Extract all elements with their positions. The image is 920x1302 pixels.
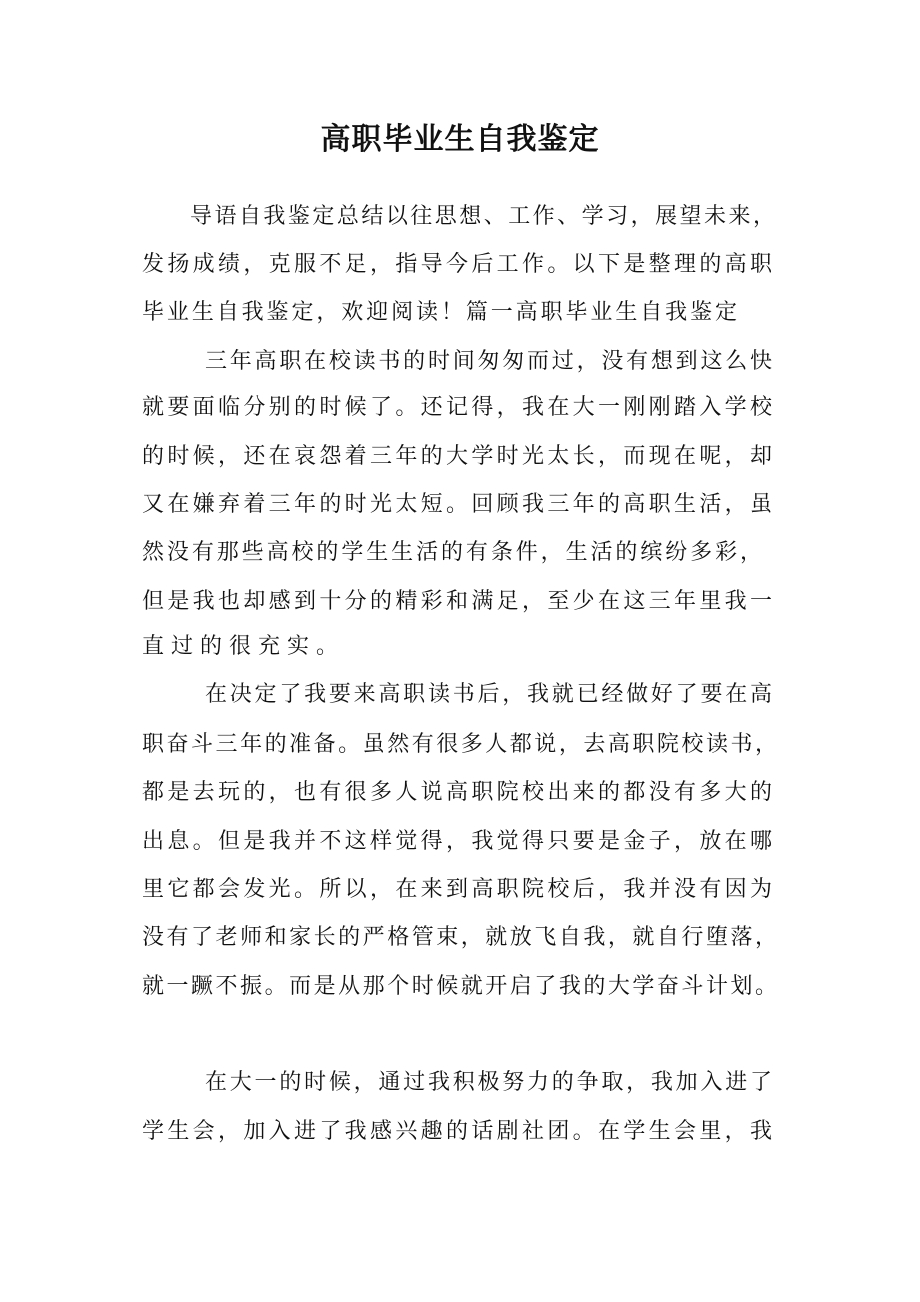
text-line: 然没有那些高校的学生生活的有条件，生活的缤纷多彩， bbox=[142, 540, 762, 565]
text-line: 但是我也却感到十分的精彩和满足，至少在这三年里我一 bbox=[142, 589, 772, 614]
text-line: 里它都会发光。所以，在来到高职院校后，我并没有因为 bbox=[142, 877, 772, 902]
text-line: 就要面临分别的时候了。还记得，我在大一刚刚踏入学校 bbox=[142, 395, 772, 420]
text-line: 就一蹶不振。而是从那个时候就开启了我的大学奋斗计划。 bbox=[142, 974, 777, 999]
text-line: 的时候，还在哀怨着三年的大学时光太长，而现在呢，却 bbox=[142, 444, 772, 469]
text-line: 在决定了我要来高职读书后，我就已经做好了要在高 bbox=[205, 682, 772, 707]
text-line: 在大一的时候，通过我积极努力的争取，我加入进了 bbox=[205, 1070, 772, 1095]
text-line: 职奋斗三年的准备。虽然有很多人都说，去高职院校读书， bbox=[142, 732, 777, 757]
text-line: 没有了老师和家长的严格管束，就放飞自我，就自行堕落， bbox=[142, 925, 777, 950]
text-line: 导语自我鉴定总结以往思想、工作、学习，展望未来， bbox=[190, 204, 775, 229]
text-line: 又在嫌弃着三年的时光太短。回顾我三年的高职生活，虽 bbox=[142, 492, 772, 517]
text-line: 毕业生自我鉴定，欢迎阅读！篇一高职毕业生自我鉴定 bbox=[142, 300, 737, 325]
text-line: 直过的很充实。 bbox=[142, 634, 346, 659]
text-line: 发扬成绩，克服不足，指导今后工作。以下是整理的高职 bbox=[142, 252, 772, 277]
text-line: 学生会，加入进了我感兴趣的话剧社团。在学生会里，我 bbox=[142, 1119, 772, 1144]
text-line: 出息。但是我并不这样觉得，我觉得只要是金子，放在哪 bbox=[142, 829, 772, 854]
text-line: 三年高职在校读书的时间匆匆而过，没有想到这么快 bbox=[205, 349, 772, 374]
document-title: 高职毕业生自我鉴定 bbox=[320, 122, 600, 157]
text-line: 都是去玩的，也有很多人说高职院校出来的都没有多大的 bbox=[142, 780, 772, 805]
